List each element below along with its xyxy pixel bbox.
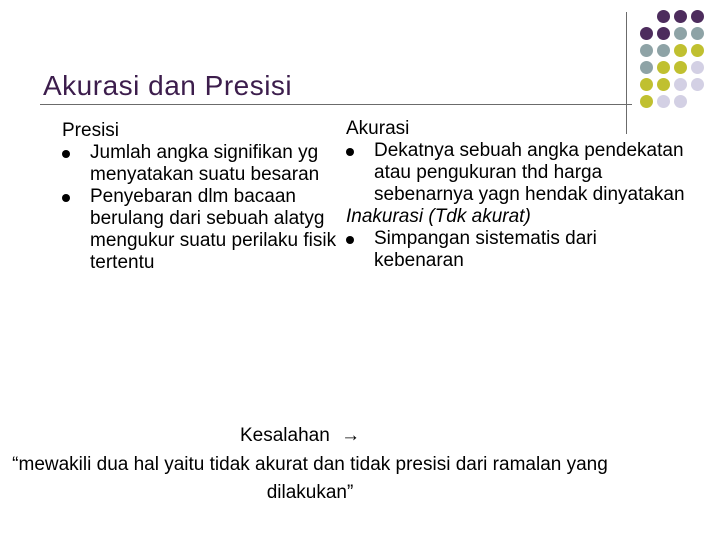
definition-quote: “mewakili dua hal yaitu tidak akurat dan tidak presisi dari ramalan yang dilakukan” (12, 454, 608, 503)
list-item-text: Dekatnya sebuah angka pendekatan atau pengukuran thd harga sebenarnya yagn hendak dinyatakan (374, 140, 685, 205)
decorative-dot (657, 95, 670, 108)
decorative-dot (691, 61, 704, 74)
decorative-dot (674, 61, 687, 74)
list-item (346, 140, 686, 206)
decorative-dot (691, 10, 704, 23)
decorative-dot (640, 95, 653, 108)
bullet-icon (62, 150, 70, 158)
bullet-icon (62, 194, 70, 202)
decorative-dot (657, 44, 670, 57)
bullet-icon (346, 148, 354, 156)
decorative-dot (657, 10, 670, 23)
decorative-dot (691, 27, 704, 40)
inakurasi-heading: Inakurasi (Tdk akurat) (346, 206, 531, 227)
right-column (346, 118, 686, 272)
decorative-dot (674, 95, 687, 108)
decorative-dot (640, 44, 653, 57)
decorative-dot (674, 10, 687, 23)
decorative-dot (657, 78, 670, 91)
decorative-dot-grid (640, 10, 712, 120)
decorative-dot (640, 78, 653, 91)
list-item-text: Simpangan sistematis dari kebenaran (374, 228, 597, 271)
decorative-dot (691, 44, 704, 57)
list-item-text: Penyebaran dlm bacaan berulang dari sebuah alatyg mengukur suatu perilaku fisik tertentu (90, 186, 337, 273)
list-item (62, 186, 352, 274)
list-item (346, 228, 686, 272)
akurasi-heading: Akurasi (346, 118, 410, 139)
left-column (62, 120, 352, 274)
decorative-dot (640, 27, 653, 40)
right-arrow-icon: → (341, 425, 361, 446)
slide-title: Akurasi dan Presisi (43, 70, 293, 101)
horizontal-rule (40, 104, 632, 105)
decorative-dot (674, 44, 687, 57)
decorative-dot (674, 27, 687, 40)
decorative-dot (657, 27, 670, 40)
vertical-rule (626, 12, 627, 134)
list-item (62, 142, 352, 186)
bullet-icon (346, 236, 354, 244)
presisi-heading: Presisi (62, 120, 120, 141)
decorative-dot (674, 78, 687, 91)
decorative-dot (691, 78, 704, 91)
decorative-dot (657, 61, 670, 74)
list-item-text: Jumlah angka signifikan yg menyatakan suatu besaran (90, 142, 320, 185)
decorative-dot (640, 61, 653, 74)
kesalahan-label: Kesalahan (240, 425, 330, 446)
